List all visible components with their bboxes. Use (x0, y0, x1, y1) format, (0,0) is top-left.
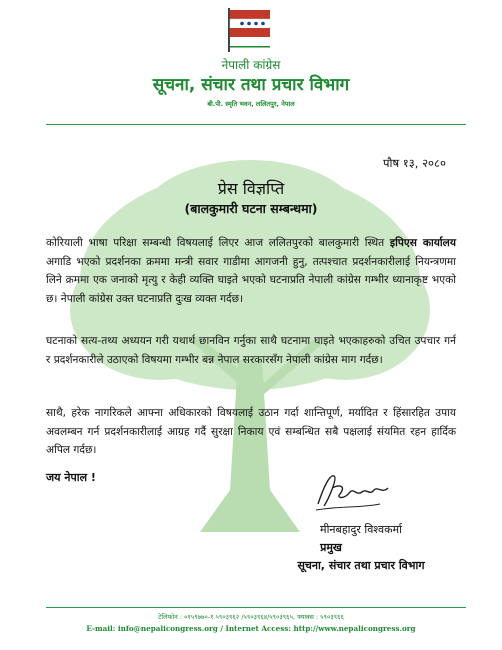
signer-department: सूचना, संचार तथा प्रचार विभाग (297, 559, 425, 572)
paragraph-1-lead: कोरियाली भाषा परिक्षा सम्बन्धी विषयलाई लिएर आज ललितपुरको बालकुमारी स्थित (46, 237, 385, 249)
footer-divider (46, 607, 466, 608)
press-release-subtitle: (बालकुमारी घटना सम्बन्धमा) (184, 201, 318, 216)
paragraph-2: घटनाको सत्य-तथ्य अध्ययन गरी यथार्थ छानविन गर्नुका साथै घटनामा घाइते भएकाहरुको उचित उपचार गर्न र प्रदर्शनकारीले उठाएको विषयमा गम्भीर बन्न नेपाल सरकारसँग नेपाली कांग्रेस माग गर्दछ। (46, 335, 456, 366)
party-name: नेपाली कांग्रेस (221, 58, 281, 72)
closing-salutation: जय नेपाल ! (46, 471, 96, 484)
footer-contacts: टेलिफोन : ०१५९७७०-१ ५९०३९६२ /५९०३९६४/५९०३९६५, फ्याक्स : ५९०३९६६ (158, 613, 344, 621)
header-divider (46, 124, 466, 125)
footer-web: E-mail: info@nepalicongress.org / Internet Access: http://www.nepalicongress.org (86, 624, 416, 633)
letter-date: पौष १३, २०८० (382, 156, 446, 170)
handwritten-signature (310, 466, 400, 514)
header-address: बी.पी. स्मृति भवन, ललितपुर, नेपाल (207, 100, 295, 108)
paragraph-1-rest: अगाडि भएको प्रदर्शनका क्रममा मन्त्री सवार गाडीमा आगजनी हुनु, तत्पश्चात प्रदर्शनकारीलाई नियन्त्रणमा लिने क्रममा एक जनाको मृत्यु र केही व्यक्ति घाइते भएको घटनाप्रति नेपाली कांग्रेस गम्भीर ध्यानाकृष्ट भएको छ। नेपाली कांग्रेस उक्त घटनाप्रति दुःख व्यक्त गर्दछ। (46, 255, 456, 305)
party-flag-logo (222, 6, 274, 54)
signer-role: प्रमुख (320, 541, 342, 554)
paragraph-3: साथै, हरेक नागरिकले आफ्ना अधिकारको विषयलाई उठान गर्दा शान्तिपूर्ण, मर्यादित र हिंसारहित उपाय अवलम्बन गर्न प्रदर्शनकारीलाई आग्रह गर्दै सुरक्षा निकाय एवं सम्बन्धित सबै पक्षलाई संयमित रहन हार्दिक अपिल गर्दछ। (46, 407, 456, 456)
paragraph-1 (46, 234, 456, 308)
press-release-title: प्रेस विज्ञप्ति (217, 179, 285, 198)
paragraph-1-bold: इपिएस कार्यालय (389, 237, 456, 249)
department-name: सूचना, संचार तथा प्रचार विभाग (152, 75, 350, 95)
signer-name: मीनबहादुर विश्वकर्मा (320, 523, 402, 536)
